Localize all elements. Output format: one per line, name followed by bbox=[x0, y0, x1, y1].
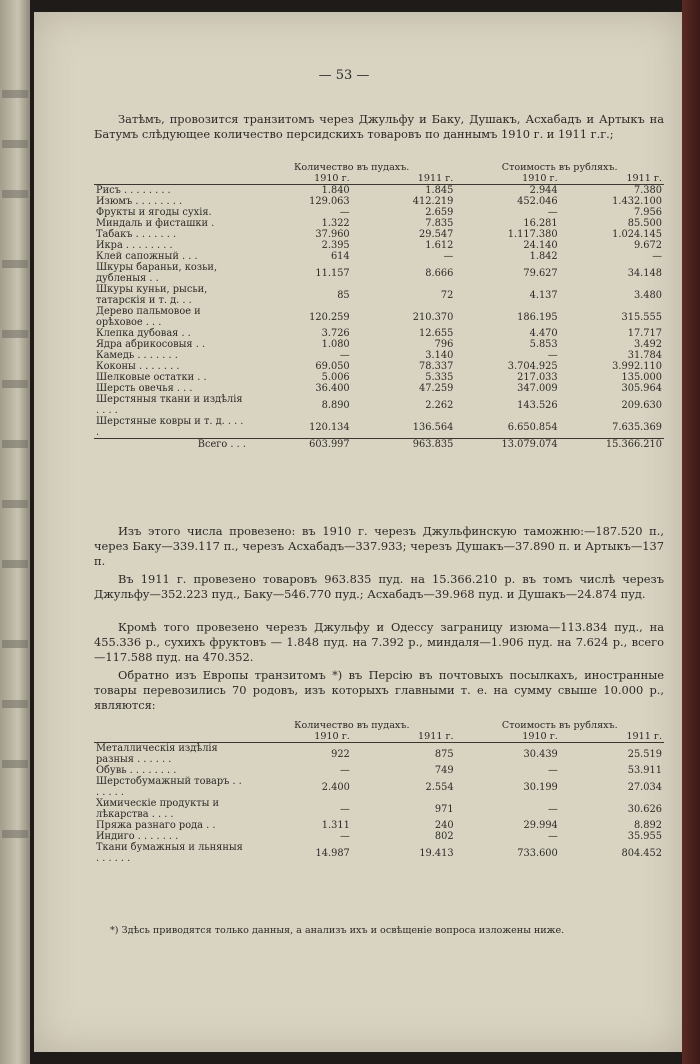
value-cell: 3.704.925 bbox=[507, 361, 558, 372]
year-header: 1910 г. bbox=[522, 731, 558, 742]
value-cell: 2.554 bbox=[425, 781, 454, 793]
qty-header: Количество въ пудахъ. bbox=[294, 720, 410, 731]
value-cell: 5.006 bbox=[321, 372, 350, 383]
row-label: Шелковые остатки . . bbox=[96, 372, 207, 383]
value-cell: 120.134 bbox=[309, 421, 350, 433]
year-header: 1911 г. bbox=[626, 731, 662, 742]
val-header: Стоимость въ рубляхъ. bbox=[501, 720, 618, 731]
paragraph-europe: Обратно изъ Европы транзитомъ *) въ Персію въ почтовыхъ посылкахъ, иностранные товары перевозились 70 родовъ, изъ которыхъ главными т. е. на сумму свыше 10.000 р., являются: bbox=[94, 668, 664, 712]
value-cell: 3.992.110 bbox=[612, 361, 662, 372]
value-cell: 72 bbox=[440, 289, 454, 301]
value-cell: 1.117.380 bbox=[507, 229, 558, 240]
row-label: Миндаль и фисташки . bbox=[96, 218, 215, 229]
year-header: 1911 г. bbox=[626, 173, 662, 184]
value-cell: 875 bbox=[434, 748, 454, 760]
value-cell: 2.944 bbox=[529, 185, 558, 196]
value-cell: 4.137 bbox=[529, 289, 558, 301]
value-cell: 1.842 bbox=[529, 251, 558, 262]
paragraph-1910: Изъ этого числа провезено: въ 1910 г. черезъ Джульфинскую таможню:—187.520 п., через Баку—339.117 п., черезъ Асхабадъ—337.933; черезъ Душакъ—37.890 п. и Артыкъ—137 п. bbox=[94, 524, 664, 568]
val-header: Стоимость въ рубляхъ. bbox=[501, 162, 618, 173]
table-corner bbox=[94, 162, 248, 173]
footnote: *) Здѣсь приводятся только данныя, а анализъ ихъ и освѣщеніе вопроса изложены ниже. bbox=[110, 925, 565, 936]
row-label: Индиго . . . . . . . bbox=[96, 831, 179, 842]
table-row bbox=[94, 842, 664, 864]
table-row bbox=[94, 765, 664, 776]
year-header: 1910 г. bbox=[314, 173, 350, 184]
qty-header: Количество въ пудахъ. bbox=[293, 162, 410, 173]
row-label: Клепка дубовая . . bbox=[96, 328, 191, 339]
value-cell: 129.063 bbox=[309, 196, 350, 207]
value-cell: 614 bbox=[330, 251, 350, 262]
value-cell: 347.009 bbox=[517, 383, 558, 394]
value-cell: — bbox=[340, 803, 350, 815]
value-cell: — bbox=[547, 831, 558, 842]
table-row bbox=[94, 251, 664, 262]
value-cell: 7.380 bbox=[633, 185, 662, 196]
value-cell: 1.432.100 bbox=[612, 196, 662, 207]
value-cell: 5.853 bbox=[529, 339, 558, 350]
value-cell: 2.262 bbox=[425, 399, 454, 411]
value-cell: 85 bbox=[337, 289, 350, 301]
value-cell: 2.659 bbox=[425, 207, 454, 218]
value-cell: — bbox=[340, 765, 350, 776]
value-cell: 210.370 bbox=[412, 311, 454, 323]
value-cell: 796 bbox=[434, 339, 454, 350]
table-row bbox=[94, 383, 664, 394]
table-row bbox=[94, 831, 664, 842]
row-label: Камедь . . . . . . . bbox=[96, 350, 178, 361]
value-cell: 34.148 bbox=[627, 267, 662, 279]
value-cell: 1.840 bbox=[321, 185, 350, 196]
total-cell: 603.997 bbox=[248, 439, 352, 451]
table-row bbox=[94, 240, 664, 251]
value-cell: 1.322 bbox=[321, 218, 350, 229]
table-row bbox=[94, 218, 664, 229]
intro-paragraph: Затѣмъ, провозится транзитомъ через Джульфу и Баку, Душакъ, Асхабадъ и Артыкъ на Батумъ слѣдующее количество персидскихъ товаровъ по даннымъ 1910 г. и 1911 г.г.; bbox=[94, 112, 664, 141]
value-cell: — bbox=[547, 207, 558, 218]
table-row bbox=[94, 372, 664, 383]
row-label: Шерсть овечья . . . bbox=[96, 383, 193, 394]
value-cell: 3.140 bbox=[425, 350, 454, 361]
table-row bbox=[94, 416, 664, 439]
value-cell: — bbox=[339, 350, 350, 361]
value-cell: — bbox=[443, 251, 454, 262]
value-cell: 733.600 bbox=[517, 847, 558, 859]
value-cell: 186.195 bbox=[517, 311, 558, 323]
value-cell: 1.612 bbox=[425, 240, 454, 251]
row-label: Пряжа разнаго рода . . bbox=[96, 820, 216, 831]
row-label: Шерстяные ковры и т. д. . . . . bbox=[96, 416, 244, 438]
value-cell: 35.955 bbox=[627, 831, 662, 842]
row-label: Шерстяныя ткани и издѣлія . . . . bbox=[96, 394, 243, 416]
value-cell: 7.835 bbox=[425, 218, 454, 229]
value-cell: 922 bbox=[331, 748, 350, 760]
value-cell: 3.492 bbox=[633, 339, 662, 350]
value-cell: 79.627 bbox=[523, 267, 558, 279]
value-cell: 217.033 bbox=[517, 372, 558, 383]
row-label: Ядра абрикосовыя . . bbox=[96, 339, 206, 350]
value-cell: 3.726 bbox=[321, 328, 350, 339]
value-cell: 1.080 bbox=[321, 339, 350, 350]
value-cell: 240 bbox=[434, 820, 454, 831]
value-cell: 749 bbox=[434, 765, 454, 776]
value-cell: 1.311 bbox=[321, 820, 350, 831]
table-row bbox=[94, 339, 664, 350]
left-page-edge bbox=[0, 0, 30, 1064]
value-cell: 120.259 bbox=[309, 311, 350, 323]
value-cell: 37.960 bbox=[315, 229, 350, 240]
value-cell: 16.281 bbox=[523, 218, 558, 229]
value-cell: 9.672 bbox=[633, 240, 662, 251]
value-cell: 143.526 bbox=[517, 399, 558, 411]
table-row bbox=[94, 185, 664, 197]
value-cell: 31.784 bbox=[627, 350, 662, 361]
row-label: Химическіе продукты и лѣкарства . . . . bbox=[96, 798, 220, 820]
value-cell: 1.845 bbox=[425, 185, 454, 196]
value-cell: 305.964 bbox=[621, 383, 662, 394]
value-cell: 27.034 bbox=[627, 781, 662, 793]
row-label: Шерстобумажный товаръ . . . . . . . bbox=[96, 776, 242, 798]
value-cell: 8.890 bbox=[321, 399, 350, 411]
table-row bbox=[94, 743, 664, 766]
value-cell: 30.439 bbox=[523, 748, 558, 760]
value-cell: 804.452 bbox=[621, 847, 662, 859]
table-row bbox=[94, 820, 664, 831]
value-cell: 8.892 bbox=[633, 820, 662, 831]
table-row bbox=[94, 350, 664, 361]
total-label: Всего . . . bbox=[94, 439, 248, 451]
total-cell: 963.835 bbox=[352, 439, 456, 451]
page-number: — 53 — bbox=[318, 68, 370, 83]
value-cell: 78.337 bbox=[419, 361, 454, 372]
row-label: Металлическія издѣлія разныя . . . . . . bbox=[96, 743, 218, 765]
row-label: Икра . . . . . . . . bbox=[96, 240, 173, 251]
row-label: Коконы . . . . . . . bbox=[96, 361, 180, 372]
value-cell: 47.259 bbox=[419, 383, 454, 394]
table-row bbox=[94, 798, 664, 820]
table-row bbox=[94, 394, 664, 416]
value-cell: 14.987 bbox=[315, 847, 350, 859]
total-cell: 15.366.210 bbox=[560, 439, 664, 451]
value-cell: 452.046 bbox=[517, 196, 558, 207]
value-cell: 7.956 bbox=[633, 207, 662, 218]
row-label: Клей сапожный . . . bbox=[96, 251, 198, 262]
value-cell: 2.400 bbox=[321, 781, 350, 793]
value-cell: 136.564 bbox=[412, 421, 454, 433]
row-label: Рисъ . . . . . . . . bbox=[96, 185, 171, 196]
row-label: Дерево пальмовое и орѣховое . . . bbox=[96, 306, 201, 328]
value-cell: 4.470 bbox=[529, 328, 558, 339]
value-cell: 11.157 bbox=[315, 267, 350, 279]
value-cell: 209.630 bbox=[621, 399, 662, 411]
row-label: Изюмъ . . . . . . . . bbox=[96, 196, 183, 207]
value-cell: 7.635.369 bbox=[612, 421, 662, 433]
table-row bbox=[94, 196, 664, 207]
value-cell: 135.000 bbox=[621, 372, 662, 383]
table-postal-goods bbox=[94, 720, 664, 864]
value-cell: 8.666 bbox=[425, 267, 454, 279]
value-cell: 24.140 bbox=[523, 240, 558, 251]
value-cell: 29.994 bbox=[523, 820, 558, 831]
value-cell: 412.219 bbox=[412, 196, 454, 207]
row-label: Ткани бумажныя и льняныя . . . . . . bbox=[96, 842, 243, 864]
value-cell: 17.717 bbox=[627, 328, 662, 339]
table-row bbox=[94, 284, 664, 306]
value-cell: 971 bbox=[434, 803, 454, 815]
table-row bbox=[94, 207, 664, 218]
table-row bbox=[94, 328, 664, 339]
value-cell: 30.626 bbox=[627, 803, 662, 815]
value-cell: 5.335 bbox=[425, 372, 454, 383]
value-cell: — bbox=[547, 350, 558, 361]
value-cell: 30.199 bbox=[523, 781, 558, 793]
value-cell: 6.650.854 bbox=[507, 421, 558, 433]
value-cell: 85.500 bbox=[627, 218, 662, 229]
table-transit-goods bbox=[94, 162, 664, 450]
value-cell: 802 bbox=[434, 831, 454, 842]
table-row bbox=[94, 776, 664, 798]
row-label: Шкуры бараньи, козьи, дубленыя . . bbox=[96, 262, 218, 284]
value-cell: 29.547 bbox=[419, 229, 454, 240]
year-header: 1911 г. bbox=[418, 731, 454, 742]
value-cell: 2.395 bbox=[321, 240, 350, 251]
value-cell: 36.400 bbox=[315, 383, 350, 394]
value-cell: 3.480 bbox=[633, 289, 662, 301]
row-label: Фрукты и ягоды сухія. bbox=[96, 207, 212, 218]
book-spine bbox=[682, 0, 700, 1064]
value-cell: — bbox=[339, 207, 350, 218]
total-cell: 13.079.074 bbox=[455, 439, 559, 451]
row-label: Табакъ . . . . . . . bbox=[96, 229, 177, 240]
book-page bbox=[34, 12, 682, 1052]
value-cell: 19.413 bbox=[419, 847, 454, 859]
row-label: Обувь . . . . . . . . bbox=[96, 765, 177, 776]
value-cell: 1.024.145 bbox=[612, 229, 662, 240]
table-row bbox=[94, 361, 664, 372]
row-label: Шкуры куньи, рысьи, татарскія и т. д. . . bbox=[96, 284, 208, 306]
value-cell: 12.655 bbox=[419, 328, 454, 339]
value-cell: — bbox=[340, 831, 350, 842]
year-header: 1910 г. bbox=[314, 731, 350, 742]
table-row bbox=[94, 262, 664, 284]
paragraph-1911: Въ 1911 г. провезено товаровъ 963.835 пуд. на 15.366.210 р. въ томъ числѣ черезъ Джульфу—352.223 пуд., Баку—546.770 пуд.; Асхабадъ—39.968 пуд. и Душакъ—24.874 пуд. bbox=[94, 572, 664, 601]
value-cell: 315.555 bbox=[621, 311, 662, 323]
paragraph-odessa: Кромѣ того провезено черезъ Джульфу и Одессу заграницу изюма—113.834 пуд., на 455.336 р., сухихъ фруктовъ — 1.848 пуд. на 7.392 р., миндаля—1.906 пуд. на 7.624 р., всего—117.588 пуд. на 470.352. bbox=[94, 620, 664, 664]
value-cell: 69.050 bbox=[315, 361, 350, 372]
table-row bbox=[94, 229, 664, 240]
year-header: 1910 г. bbox=[522, 173, 558, 184]
value-cell: 53.911 bbox=[627, 765, 662, 776]
value-cell: — bbox=[547, 765, 558, 776]
value-cell: 25.519 bbox=[627, 748, 662, 760]
year-header: 1911 г. bbox=[417, 173, 454, 184]
value-cell: — bbox=[652, 251, 662, 262]
table-row bbox=[94, 306, 664, 328]
value-cell: — bbox=[547, 803, 558, 815]
